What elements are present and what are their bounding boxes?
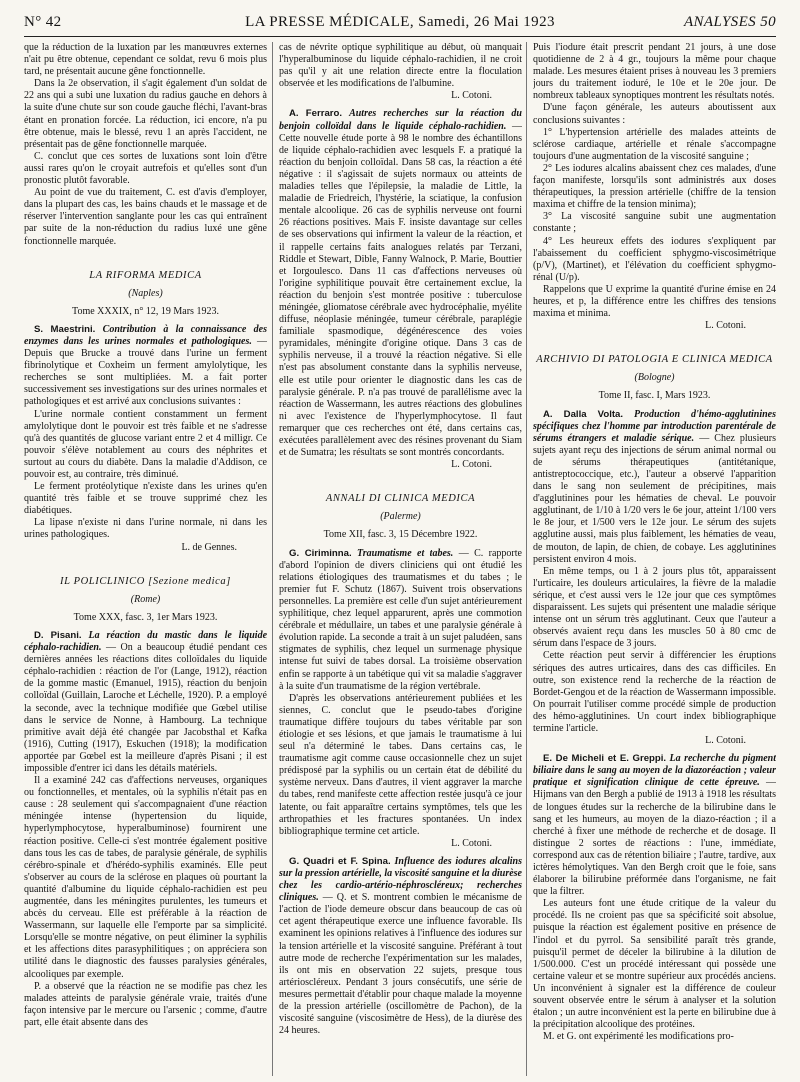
paragraph: Les auteurs font une étude critique de la valeur du procédé. Ils ne croient pas que sa spécificité soit absolue, puisque la réaction est également positive en présence de l'indol et du pyrrol. Sa sensibilité paraît très grande, puisqu'il permet de déceler la bilirubine à la dilution de 1/500.000. C'est un procédé intéressant qui possède une certaine valeur et se montre supérieur aux procédés anciens. Un inconvénient à signaler est la différence de couleur souvent observée entre le sérum à analyser et la solution étalon ; un autre inconvénient est la perte en bilirubine due à la précipitation alcoolique des protéines. — [533, 898, 776, 1031]
abstract-text: — Hijmans van den Bergh a publié de 1913 à 1918 les résultats de longues études sur la recherche de la bilirubine dans le sang et les humeurs, au moyen de la diazo-réaction ; il a cherché à fixer une méthode de recherche et de dosage. Il distingue 2 sortes de réactions : l'une, immédiate, correspond aux cas de rétention biliaire ; l'autre, tardive, aux ictères hémolytiques. Van den Bergh croit que le foie, sans élaborer la bilirubine préformée dans l'organisme, ne fait que la filtrer. — [533, 777, 776, 898]
signature: L. de Gennes. — [181, 541, 237, 553]
abstract-text: — On a beaucoup étudié pendant ces dernières années les réactions dites colloïdales du liquide céphalo-rachidien : réaction de l'or (Lange, 1912), réaction de la gomme mastic (Emanuel, 1915), réaction du benjoin colloïdal (Guillain, Laroche et Léchelle, 1920). P. a employé la seconde, avec la technique modifiée que Gœbel utilise dans le service de Nonne, à Hambourg. La technique primitive avait déjà été changée par Jacobsthal et Kafka (1916), Cutting (1917), Eskuchen (1918); la modification apportée par Gœbel est la meilleure d'après Pisani ; il est impossible d'entrer ici dans les détails matériels. — [24, 642, 267, 774]
article-title: Traumatisme et tabes. — [357, 547, 454, 559]
journal-date: LA PRESSE MÉDICALE, Samedi, 26 Mai 1923 — [245, 14, 555, 30]
journal-issue: Tome II, fasc. I, Mars 1923. — [598, 390, 711, 402]
paragraph: P. a observé que la réaction ne se modifie pas chez les malades atteints de paralysie générale vraie, traités d'une façon intensive par le mercure ou l'arsenic ; comme, d'autre part, elle était absente dans des — [24, 980, 267, 1028]
abstract-text: — Depuis que Brucke a trouvé dans l'urine un ferment fibrinolytique et Coxheim un ferment amylolytique, les recherches se sont multipliées. M. a fait porter successivement ses investigations sur des urines normales et pathologiques et est arrivé aux conclusions suivantes : — [24, 335, 267, 408]
author-name: D. Pisani. — [34, 629, 82, 641]
page-header — [24, 8, 776, 34]
author-name: E. De Micheli et E. Greppi. — [543, 753, 667, 765]
journal-city: (Rome) — [130, 593, 161, 605]
list-item: 4° Les heureux effets des iodures s'expliquent par l'abaissement du coefficient sphygmo-viscosimétrique (p/V), (Martinet), et l'élévation du coefficient sphygmo-rénal (U/p). — [533, 235, 776, 283]
paragraph: Le ferment protéolytique n'existe dans les urines qu'en quantité très faible et se trouve supprimé chez les diabétiques. — [24, 481, 267, 517]
abstract-entry — [533, 753, 776, 898]
signature: L. Cotoni. — [451, 459, 492, 471]
journal-issue: Tome XXX, fasc. 3, 1er Mars 1923. — [73, 611, 218, 623]
abstract-entry — [279, 108, 522, 459]
author-name: A. Ferraro. — [289, 108, 343, 120]
journal-name: LA RIFORMA MEDICA — [89, 269, 202, 281]
paragraph: Cette réaction peut servir à différencier les éruptions sériques des autres urticaires, dans des cas difficiles. En outre, son existence rend la recherche de la réaction de Bordet-Gengou et de la réaction de Wassermann impossible. On pourrait l'utiliser comme procédé simple de production des hémo-agglutinines. Un court index bibliographique termine l'article. — [533, 650, 776, 734]
article-title: Influence des iodures alcalins sur la pression artérielle, la viscosité sanguine et la diurèse chez les cardio-artério-néphroscléreux; recherches cliniques. — [279, 855, 522, 904]
journal-issue: Tome XII, fasc. 3, 15 Décembre 1922. — [323, 529, 478, 541]
column-divider — [526, 42, 527, 1076]
paragraph: C. conclut que ces sortes de luxations sont loin d'être aussi rares qu'on le croyait autrefois et qu'elles sont d'un pronostic plutôt favorable. — [24, 150, 267, 187]
abstract-text: — Q. et S. montrent combien le mécanisme de l'action de l'iode demeure obscur dans beaucoup de cas où cet agent thérapeutique exerce une influence favorable. Ils examinent les opinions relatives à l'influence des iodures sur la tension artérielle et la viscosité sanguine. Préférant à tout autre mode de recherche l'expérimentation sur les malades, ils ont mis en observation 22 sujets, presque tous artérioscléreux. Pendant 3 jours consécutifs, une série de mesures permettait d'établir pour chaque malade la moyenne de la pression artérielle (oscillomètre de Pachon), de la viscosité sanguine (viscosimètre de Hess), de la diurèse des 24 heures. — [279, 892, 522, 1037]
article-title: Production d'hémo-agglutinines spécifiques chez l'homme par introduction parentérale de sérums étrangers et maladie sérique. — [533, 408, 776, 444]
section-title: ANALYSES 50 — [683, 14, 776, 30]
abstract-entry — [279, 548, 522, 693]
page-number: N° 42 — [24, 14, 62, 30]
article-title: La recherche du pigment biliaire dans le sang au moyen de la diazoréaction ; valeur pratique et signification clinique de cette épreuve. — [533, 753, 776, 789]
column-divider — [272, 42, 273, 1076]
author-name: G. Ciriminna. — [289, 547, 352, 559]
column-2 — [279, 42, 522, 1076]
abstract-entry — [533, 409, 776, 566]
paragraph: que la réduction de la luxation par les manœuvres externes n'ait pu être obtenue, cependant ce soldat, revu 6 mois plus tard, ne présentait aucune gêne fonctionnelle. — [24, 42, 267, 78]
paragraph: Dans la 2e observation, il s'agit également d'un soldat de 22 ans qui a subi une luxation du radius gauche en dehors à la suite d'une chute sur son coude gauche fléchi, l'avant-bras étant en pronation forcée. La réduction, ici encore, n'a pu être obtenue, mais le blessé, revu 1 an après l'accident, ne présentait pas de gêne fonctionnelle marquée. — [24, 78, 267, 150]
paragraph: L'urine normale contient constamment un ferment amylolytique dont le pouvoir est très faible et ne s'adresse qu'à des quantités de glucose variant entre 2 et 4 milligr. Ce pouvoir s'élève notablement au cours des néphrites et surtout au cours du diabète. Dans la maladie d'Addison, ce pouvoir est, au contraire, très diminué. — [24, 408, 267, 480]
paragraph: Il a examiné 242 cas d'affections nerveuses, organiques ou fonctionnelles, et mentales, où la syphilis n'était pas en cause : 28 seulement qui s'accompagnaient d'une réaction méningée intense (hypertension du liquide, hyperlymphocytose, hyperalbuminose) fournirent une réaction positive. Celle-ci s'est montrée également positive dans tous les cas de tabes, de paralysie générale, de syphilis cérébro-spinale et d'hérédo-syphilis examinés. Elle peut s'observer au cours de la sclérose en plaques où pourtant la quantité d'albumine du liquide céphalo-rachidien est peu augmentée, dans les méningites purulentes, les tumeurs et abcès du cerveau. Elle est préférable à la réaction de Wassermann, sur laquelle elle l'emporte par sa simplicité. Lorsqu'elle se montre négative, on peut éliminer la syphilis et les affections dites parasyphilitiques ; on appréciera son utilité dans le diagnostic des fausses paralysies générales, alcooliques par exemple. — [24, 775, 267, 980]
paragraph: La lipase n'existe ni dans l'urine normale, ni dans les urines pathologiques. — [24, 517, 267, 541]
author-name: G. Quadri et F. Spina. — [289, 855, 391, 867]
article-title: Contribution à la connaissance des enzymes dans les urines normales et pathologiques. — [24, 323, 267, 347]
abstract-text: — Cette nouvelle étude porte à 98 le nombre des échantillons de liquide céphalo-rachidien avec lesquels F. a pratiqué la réaction du benjoin colloïdal. Dans 58 cas, la réaction a été négative : il s'agissait de sujets normaux ou atteints de maladies telles que l'épilepsie, la maladie de Little, la maladie de Friedreich, l'hystérie, la sciatique, la confusion mentale alcoolique. 26 cas de syphilis nerveuse ont fourni 26 réactions positives. Mais F. insiste davantage sur celles de ses observations qui infirment la valeur de la réaction, et il rappelle certains faits analogues relatés par Terzani, Riddle et Stewart, Dible, Fanny Walnock, P. Marie, Bouttier et Iorgoulesco. Dans 11 cas d'affections nerveuses où l'origine syphilitique pouvait être certainement exclue, la réaction du benjoin s'est montrée positive : tuberculose méningée, gliomatose cérébrale avec hydrocéphalie, myélite diffuse, néoplasie méningée, tumeur cérébrale, paraplégie familiale spasmodique, dégénérescence des voies pyramidales, méningite d'origine otique. Dans 3 cas de syphilis nerveuse, il a trouvé la réaction négative. Si elle n'est pas absolument constante dans la syphilis nerveuse, elle est utile pour orienter le diagnostic dans les cas de paralysie générale. P. n'a pas trouvé de parallélisme avec la réaction de Wassermann, les autres réactions des globulines ni avec l'existence de l'hyperlymphocytose. Il faut remarquer que ces recherches ont été, dans certains cas, exécutées parallèlement avec des résines provenant du Siam et de Sumatra; les résultats se sont montrés concordants. — [279, 120, 522, 459]
paragraph: Au point de vue du traitement, C. est d'avis d'employer, dans la plupart des cas, les bains chauds et le massage et de réserver l'intervention sanglante pour les cas qui entraînent par suite de la non-réduction du radius luxé une gêne fonctionnelle marquée. — [24, 187, 267, 247]
list-item: 2° Les iodures alcalins abaissent chez ces malades, d'une façon manifeste, lorsqu'ils sont administrés aux doses thérapeutiques, la pression artérielle (chiffre de la tension maxima et chiffre de la tension minima); — [533, 162, 776, 211]
journal-name: IL POLICLINICO [Sezione medica] — [60, 575, 231, 587]
paragraph: D'après les observations antérieurement publiées et les siennes, C. conclut que le pseudo-tabes d'origine traumatique diffère toujours du tabes véritable par son étiologie et ses lésions, et que jamais le traumatisme à lui seul n'a déterminé le tabes. Dans certains cas, le traumatisme agit comme cause occasionnelle chez un sujet prédisposé par la syphilis ou un certain état de débilité du système nerveux. Dans d'autres, il vient aggraver la marche du tabes, rend manifeste cette affection restée jusqu'à ce jour latente, ou fait apparaître certains symptômes, tels que les arthropathies et les fractures spontanées. Un index bibliographique termine cet article. — [279, 692, 522, 837]
paragraph: M. et G. ont expérimenté les modifications pro- — [543, 1031, 734, 1043]
author-name: A. Dalla Volta. — [543, 408, 624, 420]
signature: L. Cotoni. — [451, 837, 492, 849]
paragraph: D'une façon générale, les auteurs aboutissent aux conclusions suivantes : — [533, 102, 776, 126]
article-title: Autres recherches sur la réaction du benjoin colloïdal dans le liquide céphalo-rachidien. — [279, 108, 522, 132]
abstract-entry — [279, 856, 522, 1037]
signature: L. Cotoni. — [705, 320, 746, 332]
column-1 — [24, 42, 267, 1076]
abstract-text: — Chez plusieurs sujets ayant reçu des injections de sérum animal normal ou de sérums thérapeutiques (antitétanique, antistreptococcique, etc.), l'auteur a observé l'apparition dans le sang non seulement de précipitines, mais d'agglutinines pour les hématies de cheval. Le pouvoir agglutinant, de 1/10 à 1/20 vers le 6e jour, atteint 1/100 vers le 8e jour, et 1/500 vers le 12e jour. Le sérum des sujets agglutine aussi, mais plus faiblement, les hématies de veau, de mouton, de lapin, de chien, de cobaye. Les agglutinines persistent environ 4 mois. — [533, 432, 776, 565]
paragraph: En même temps, ou 1 à 2 jours plus tôt, apparaissent l'urticaire, les douleurs articulaires, la fièvre de la maladie sérique, et c'est aussi vers le 12e jour que ces symptômes disparaissent. Les sujets qui présentent une maladie sérique intense ont un sérum très agglutinant. Ceux que l'auteur a observés avaient reçu dans les muscles 50 à 80 cmc de sérum dans l'espace de 3 jours. — [533, 565, 776, 650]
author-name: S. Maestrini. — [34, 323, 96, 335]
signature: L. Cotoni. — [705, 735, 746, 747]
paragraph: Puis l'iodure était prescrit pendant 21 jours, à une dose quotidienne de 2 à 4 gr., toujours la même pour chaque malade. Les mesures étaient prises à nouveau les 3 premiers jours du traitement ioduré, le 10e et le 20e jour. De nombreux tableaux synoptiques montrent les résultats notés. — [533, 42, 776, 102]
header-rule — [24, 36, 776, 37]
journal-city: (Naples) — [128, 287, 163, 299]
journal-city: (Bologne) — [634, 372, 675, 384]
abstract-text: — C. rapporte d'abord l'opinion de divers cliniciens qui ont étudié les relations étiologiques des traumatismes et du tabes ; le premier fut F. Schutz (1867). Suivent trois observations personnelles. La première est celle d'un sujet antérieurement syphilitique, chez lequel apparurent, après une commotion cérébrale et médullaire, un tabes et une paralysie générale à évolution rapide. La seconde a trait à un sujet paludéen, sans stigmates de syphilis, chez lequel un surmenage physique intense fut suivi de tabes dorsal. La troisième observation enfin se rapporte à un tabétique qui vit sa maladie s'aggraver à la suite d'un traumatisme de la région vertébrale. — [279, 547, 522, 692]
journal-city: (Palerme) — [380, 511, 421, 523]
paragraph: cas de névrite optique syphilitique au début, où manquait l'hyperalbuminose du liquide céphalo-rachidien, il ne croit pas qu'il y ait une relation directe entre la floculation observée et les modifications de l'albumine. — [279, 42, 522, 90]
paragraph: Rappelons que U exprime la quantité d'urine émise en 24 heures, et p, la différence entre les chiffres des tensions maxima et minima. — [533, 283, 776, 320]
list-item: 1° L'hypertension artérielle des malades atteints de sclérose cardiaque, artérielle et rénale s'accompagne toujours d'une augmentation de la viscosité sanguine ; — [533, 126, 776, 162]
journal-name: ANNALI DI CLINICA MEDICA — [325, 493, 476, 505]
journal-issue: Tome XXXIX, n° 12, 19 Mars 1923. — [72, 305, 219, 317]
column-3 — [533, 42, 776, 1076]
list-item: 3° La viscosité sanguine subit une augmentation constante ; — [533, 211, 776, 235]
abstract-entry — [24, 630, 267, 775]
abstract-entry — [24, 324, 267, 409]
article-title: La réaction du mastic dans le liquide céphalo-rachidien. — [24, 629, 267, 654]
journal-name: ARCHIVIO DI PATOLOGIA E CLINICA MEDICA — [536, 354, 773, 366]
signature: L. Cotoni. — [451, 90, 492, 102]
